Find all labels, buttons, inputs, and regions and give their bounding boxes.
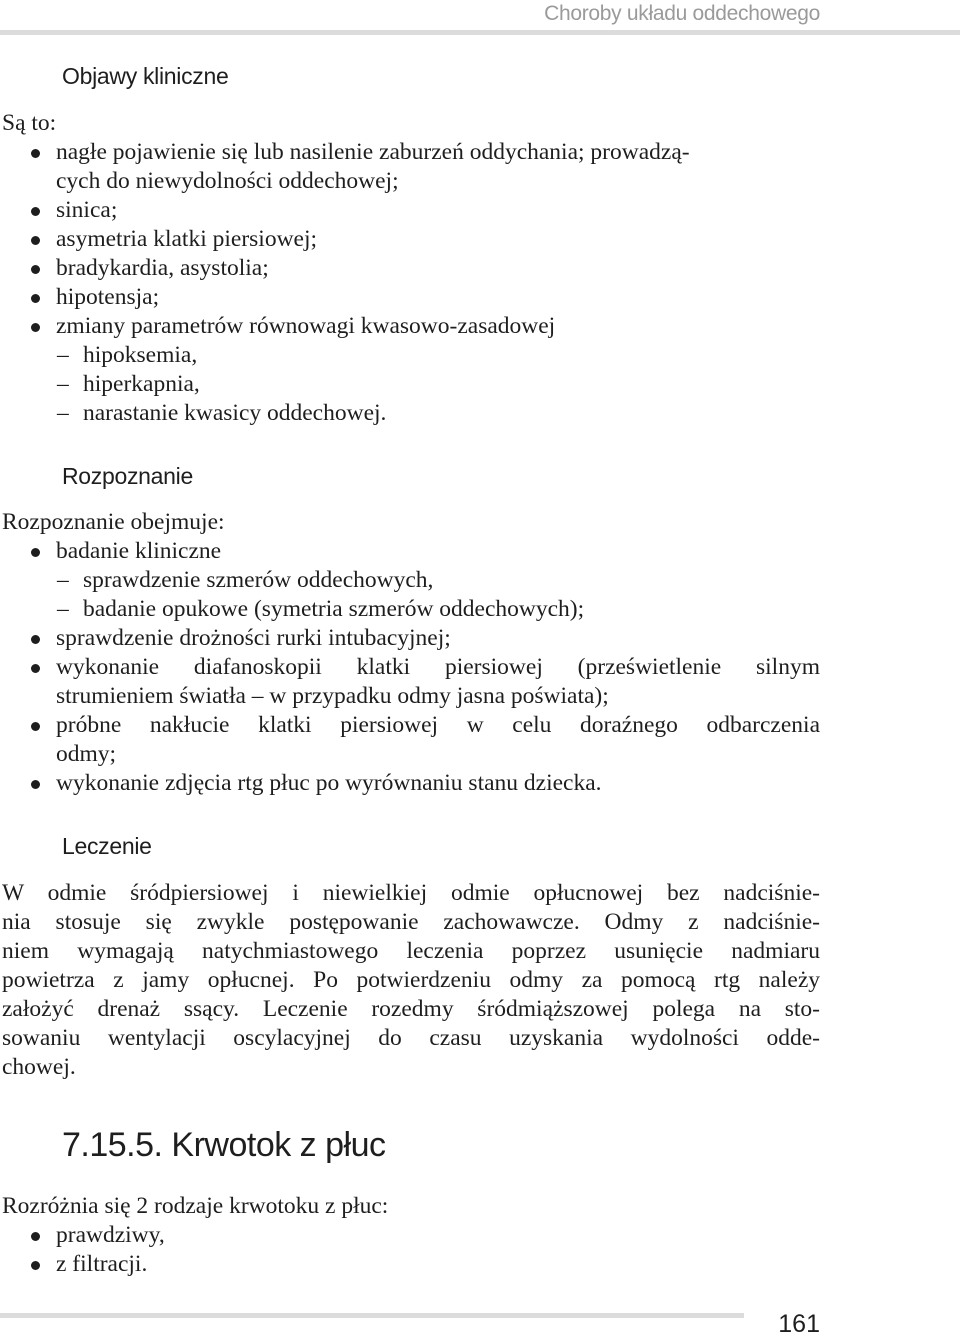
- bullet-icon: [31, 780, 40, 789]
- running-title: Choroby układu oddechowego: [544, 2, 820, 25]
- list-item: [2, 537, 820, 566]
- dash-icon: –: [57, 567, 69, 593]
- rozpoznanie-intro: Rozpoznanie obejmuje:: [2, 509, 225, 535]
- paragraph-line: W odmie śródpiersiowej i niewielkiej odmie opłucnowej bez nadciśnie-: [2, 880, 820, 906]
- list-item-continuation: strumieniem światła – w przypadku odmy jasna poświata);: [56, 683, 609, 709]
- bullet-icon: [31, 548, 40, 557]
- bullet-icon: [31, 1232, 40, 1241]
- bullet-icon: [31, 149, 40, 158]
- sub-list-item-text: sprawdzenie szmerów oddechowych,: [83, 567, 434, 593]
- objawy-intro: Są to:: [2, 110, 57, 136]
- paragraph-line: niem wymagają natychmiastowego leczenia poprzez usunięcie nadmiaru: [2, 938, 820, 964]
- section-heading-leczenie: Leczenie: [62, 833, 152, 859]
- list-item: [2, 711, 820, 740]
- list-item: [2, 653, 820, 682]
- list-item: [2, 769, 820, 798]
- bullet-icon: [31, 635, 40, 644]
- page-number: 161: [778, 1310, 820, 1338]
- dash-icon: –: [57, 400, 69, 426]
- list-item-text: badanie kliniczne: [56, 538, 222, 564]
- list-item: [2, 1250, 820, 1279]
- paragraph-line: chowej.: [2, 1054, 76, 1080]
- bullet-icon: [31, 265, 40, 274]
- list-item: [2, 196, 820, 225]
- list-item: [2, 1221, 820, 1250]
- list-item-text: prawdziwy,: [56, 1222, 165, 1248]
- dash-icon: –: [57, 342, 69, 368]
- list-item-text: z filtracji.: [56, 1251, 148, 1277]
- dash-icon: –: [57, 596, 69, 622]
- leczenie-paragraph: [2, 879, 820, 1082]
- list-item-text: wykonanie diafanoskopii klatki piersiowej (prześwietlenie silnym: [56, 654, 820, 680]
- paragraph-line: powietrza z jamy opłucnej. Po potwierdzeniu odmy za pomocą rtg należy: [2, 967, 820, 993]
- sub-list-item: [2, 370, 820, 399]
- list-item-continuation: odmy;: [56, 741, 117, 767]
- bullet-icon: [31, 236, 40, 245]
- list-item-text: zmiany parametrów równowagi kwasowo-zasadowej: [56, 313, 556, 339]
- header-rule: [0, 30, 960, 35]
- bullet-icon: [31, 294, 40, 303]
- krwotok-list: [2, 1192, 820, 1279]
- list-item-text: próbne nakłucie klatki piersiowej w celu doraźnego odbarczenia: [56, 712, 820, 738]
- list-item-continuation: cych do niewydolności oddechowej;: [56, 168, 399, 194]
- sub-list-item: [2, 399, 820, 428]
- list-item: [2, 624, 820, 653]
- dash-icon: –: [57, 371, 69, 397]
- sub-list-item: [2, 595, 820, 624]
- sub-list-item-text: hipoksemia,: [83, 342, 198, 368]
- bullet-icon: [31, 664, 40, 673]
- paragraph-line: sowaniu wentylacji oscylacyjnej do czasu uzyskania wydolności odde-: [2, 1025, 820, 1051]
- sub-list-item: [2, 566, 820, 595]
- krwotok-intro: Rozróżnia się 2 rodzaje krwotoku z płuc:: [2, 1193, 389, 1219]
- bullet-icon: [31, 722, 40, 731]
- sub-list-item: [2, 341, 820, 370]
- chapter-heading: 7.15.5. Krwotok z płuc: [62, 1126, 386, 1164]
- list-item-text: hipotensja;: [56, 284, 160, 310]
- section-heading-objawy: Objawy kliniczne: [62, 63, 229, 89]
- sub-list-item-text: narastanie kwasicy oddechowej.: [83, 400, 387, 426]
- list-item-text: nagłe pojawienie się lub nasilenie zaburzeń oddychania; prowadzą-: [56, 139, 690, 165]
- list-item: [2, 312, 820, 341]
- bullet-icon: [31, 207, 40, 216]
- rozpoznanie-list: [2, 508, 820, 798]
- paragraph-line: nia stosuje się zwykle postępowanie zachowawcze. Odmy z nadciśnie-: [2, 909, 820, 935]
- sub-list-item-text: hiperkapnia,: [83, 371, 200, 397]
- list-item-text: sprawdzenie drożności rurki intubacyjnej;: [56, 625, 451, 651]
- list-item-text: bradykardia, asystolia;: [56, 255, 269, 281]
- section-heading-rozpoznanie: Rozpoznanie: [62, 463, 193, 489]
- bullet-icon: [31, 1261, 40, 1270]
- list-item: [2, 225, 820, 254]
- list-item-text: sinica;: [56, 197, 118, 223]
- objawy-list: [2, 109, 820, 428]
- list-item: [2, 283, 820, 312]
- list-item-text: wykonanie zdjęcia rtg płuc po wyrównaniu stanu dziecka.: [56, 770, 602, 796]
- footer-rule: [0, 1313, 744, 1318]
- list-item: [2, 254, 820, 283]
- list-item: [2, 138, 820, 167]
- bullet-icon: [31, 323, 40, 332]
- list-item-text: asymetria klatki piersiowej;: [56, 226, 318, 252]
- sub-list-item-text: badanie opukowe (symetria szmerów oddechowych);: [83, 596, 585, 622]
- paragraph-line: założyć drenaż ssący. Leczenie rozedmy śródmiąższowej polega na sto-: [2, 996, 820, 1022]
